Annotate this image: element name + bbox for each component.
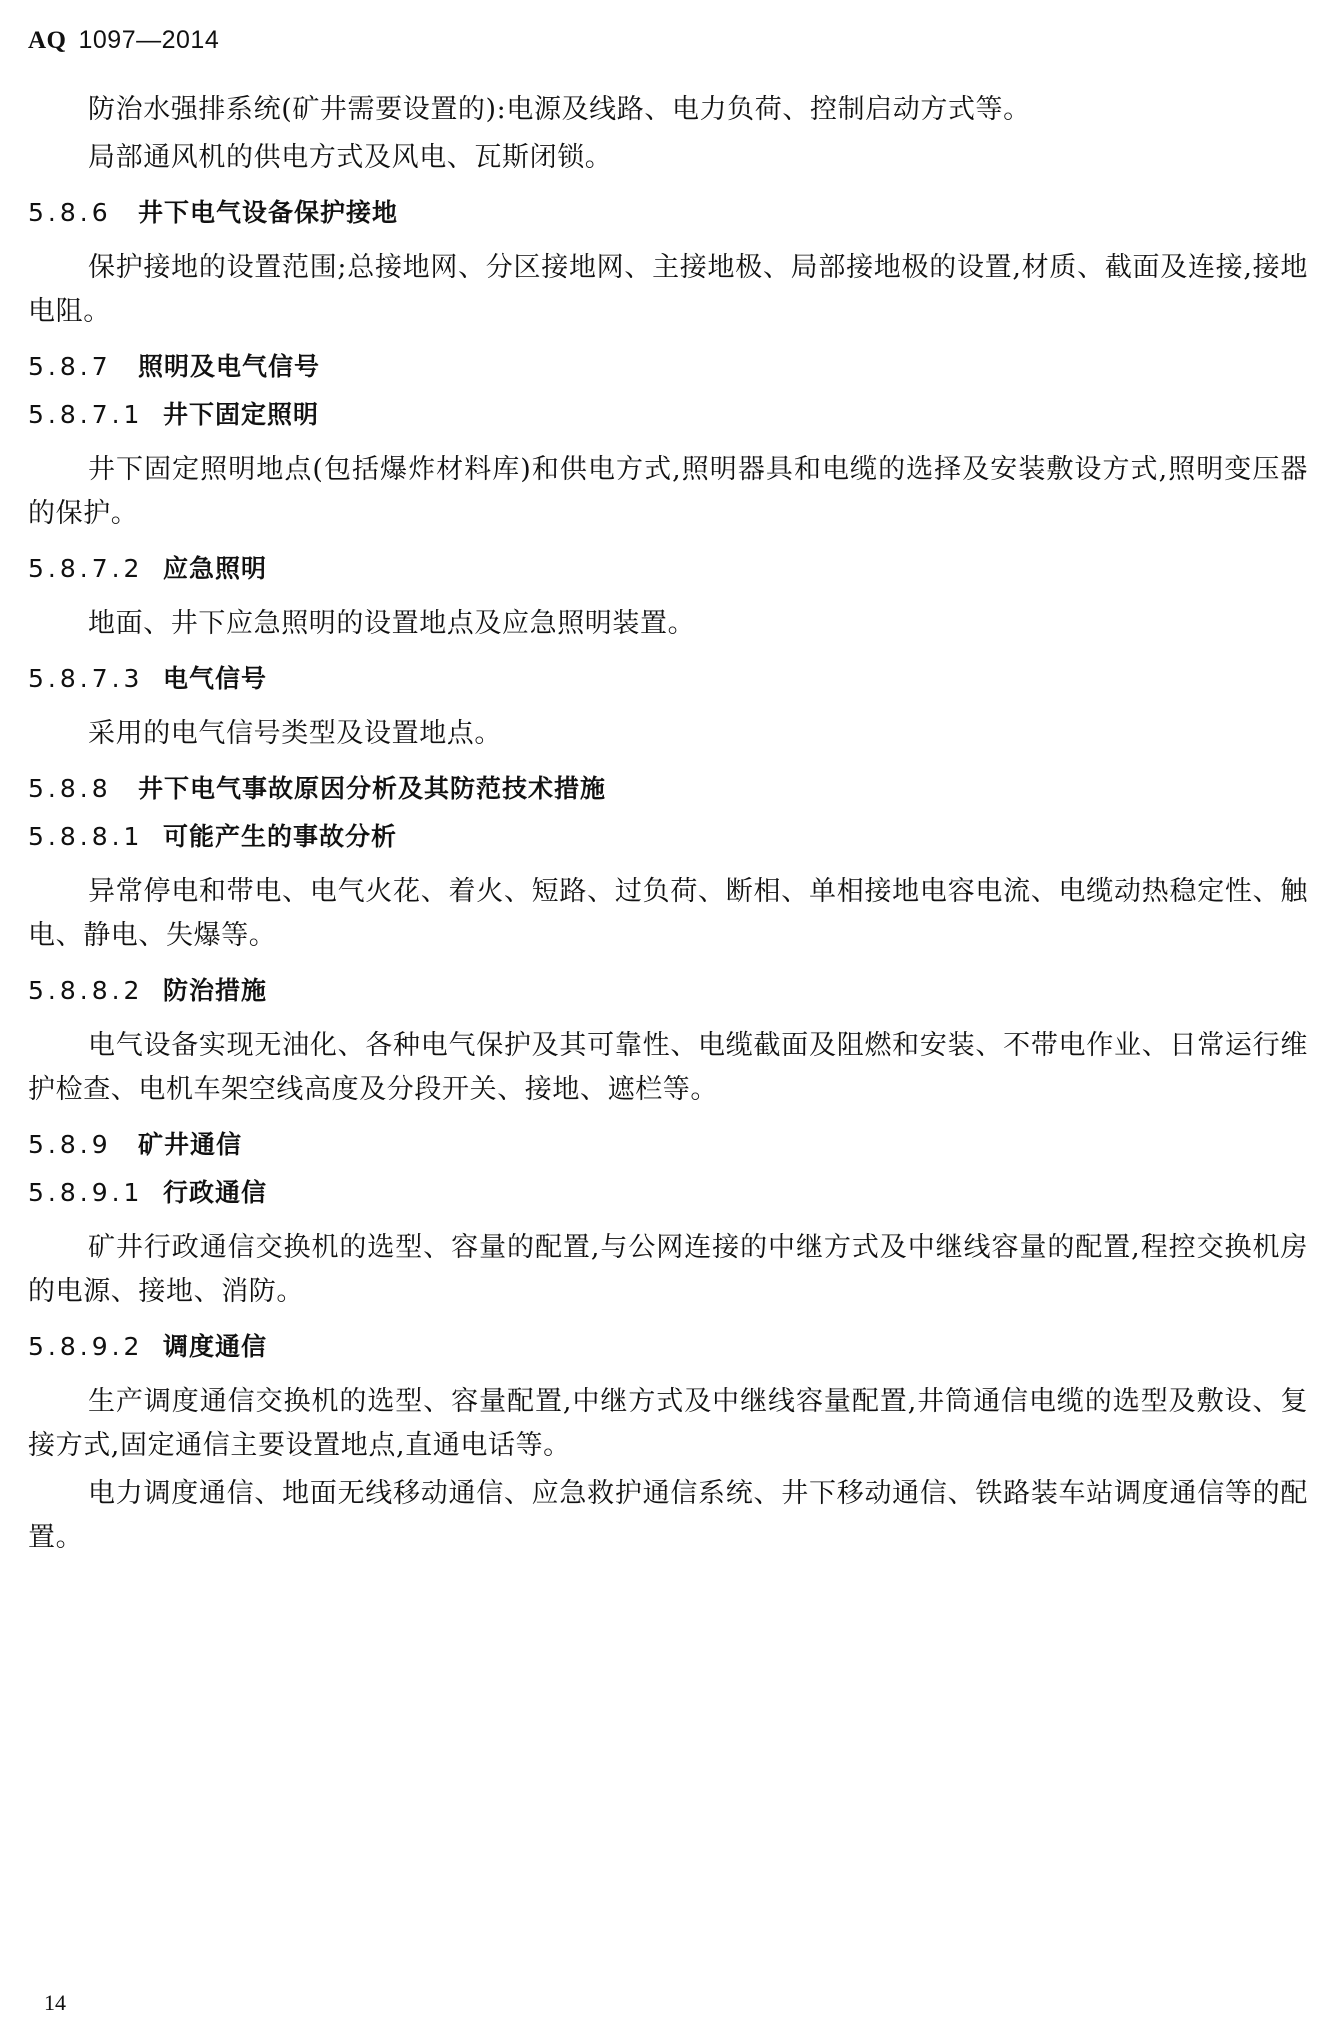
section-title: 行政通信	[163, 1178, 268, 1207]
paragraph: 保护接地的设置范围;总接地网、分区接地网、主接地极、局部接地极的设置,材质、截面及连接,接地电阻。	[28, 252, 1308, 327]
section-number: 5.8.9.1	[28, 1178, 144, 1207]
subsection-heading	[28, 1332, 1308, 1362]
section-title: 应急照明	[163, 554, 268, 583]
page-header	[28, 26, 219, 55]
section-heading	[28, 774, 1308, 804]
section-heading	[28, 1130, 1308, 1160]
section-title: 井下电气事故原因分析及其防范技术措施	[138, 774, 607, 803]
section-number: 5.8.7.1	[28, 400, 144, 429]
page-number: 14	[44, 1990, 66, 2015]
subsection-heading	[28, 976, 1308, 1006]
section-number: 5.8.7.2	[28, 554, 144, 583]
subsection-heading	[28, 1178, 1308, 1208]
paragraph: 生产调度通信交换机的选型、容量配置,中继方式及中继线容量配置,井筒通信电缆的选型及敷设、复接方式,固定通信主要设置地点,直通电话等。	[28, 1386, 1308, 1461]
paragraph: 地面、井下应急照明的设置地点及应急照明装置。	[88, 608, 696, 639]
section-heading	[28, 352, 1308, 382]
section-number: 5.8.8.1	[28, 822, 144, 851]
paragraph: 井下固定照明地点(包括爆炸材料库)和供电方式,照明器具和电缆的选择及安装敷设方式,照明变压器的保护。	[28, 454, 1308, 529]
section-heading	[28, 198, 1308, 228]
paragraph: 矿井行政通信交换机的选型、容量的配置,与公网连接的中继方式及中继线容量的配置,程控交换机房的电源、接地、消防。	[28, 1232, 1308, 1307]
document-body	[28, 88, 1308, 1564]
section-title: 井下电气设备保护接地	[138, 198, 399, 227]
paragraph: 采用的电气信号类型及设置地点。	[88, 718, 502, 749]
section-title: 照明及电气信号	[138, 352, 321, 381]
section-number: 5.8.7	[28, 352, 112, 381]
section-title: 矿井通信	[138, 1130, 243, 1159]
paragraph: 防治水强排系统(矿井需要设置的):电源及线路、电力负荷、控制启动方式等。	[88, 94, 1031, 125]
section-number: 5.8.8	[28, 774, 112, 803]
section-number: 5.8.6	[28, 198, 112, 227]
paragraph: 电气设备实现无油化、各种电气保护及其可靠性、电缆截面及阻燃和安装、不带电作业、日常运行维护检查、电机车架空线高度及分段开关、接地、遮栏等。	[28, 1030, 1308, 1105]
standard-number: 1097—2014	[78, 26, 220, 54]
section-title: 调度通信	[163, 1332, 268, 1361]
section-title: 防治措施	[163, 976, 268, 1005]
section-number: 5.8.8.2	[28, 976, 144, 1005]
section-title: 可能产生的事故分析	[163, 822, 398, 851]
section-title: 电气信号	[163, 664, 268, 693]
paragraph: 异常停电和带电、电气火花、着火、短路、过负荷、断相、单相接地电容电流、电缆动热稳定性、触电、静电、失爆等。	[28, 876, 1308, 951]
paragraph: 局部通风机的供电方式及风电、瓦斯闭锁。	[88, 142, 613, 173]
subsection-heading	[28, 400, 1308, 430]
subsection-heading	[28, 822, 1308, 852]
subsection-heading	[28, 554, 1308, 584]
section-number: 5.8.9.2	[28, 1332, 144, 1361]
standard-code: AQ	[28, 27, 67, 54]
section-number: 5.8.9	[28, 1130, 112, 1159]
paragraph: 电力调度通信、地面无线移动通信、应急救护通信系统、井下移动通信、铁路装车站调度通信等的配置。	[28, 1478, 1308, 1553]
subsection-heading	[28, 664, 1308, 694]
section-title: 井下固定照明	[163, 400, 320, 429]
section-number: 5.8.7.3	[28, 664, 144, 693]
